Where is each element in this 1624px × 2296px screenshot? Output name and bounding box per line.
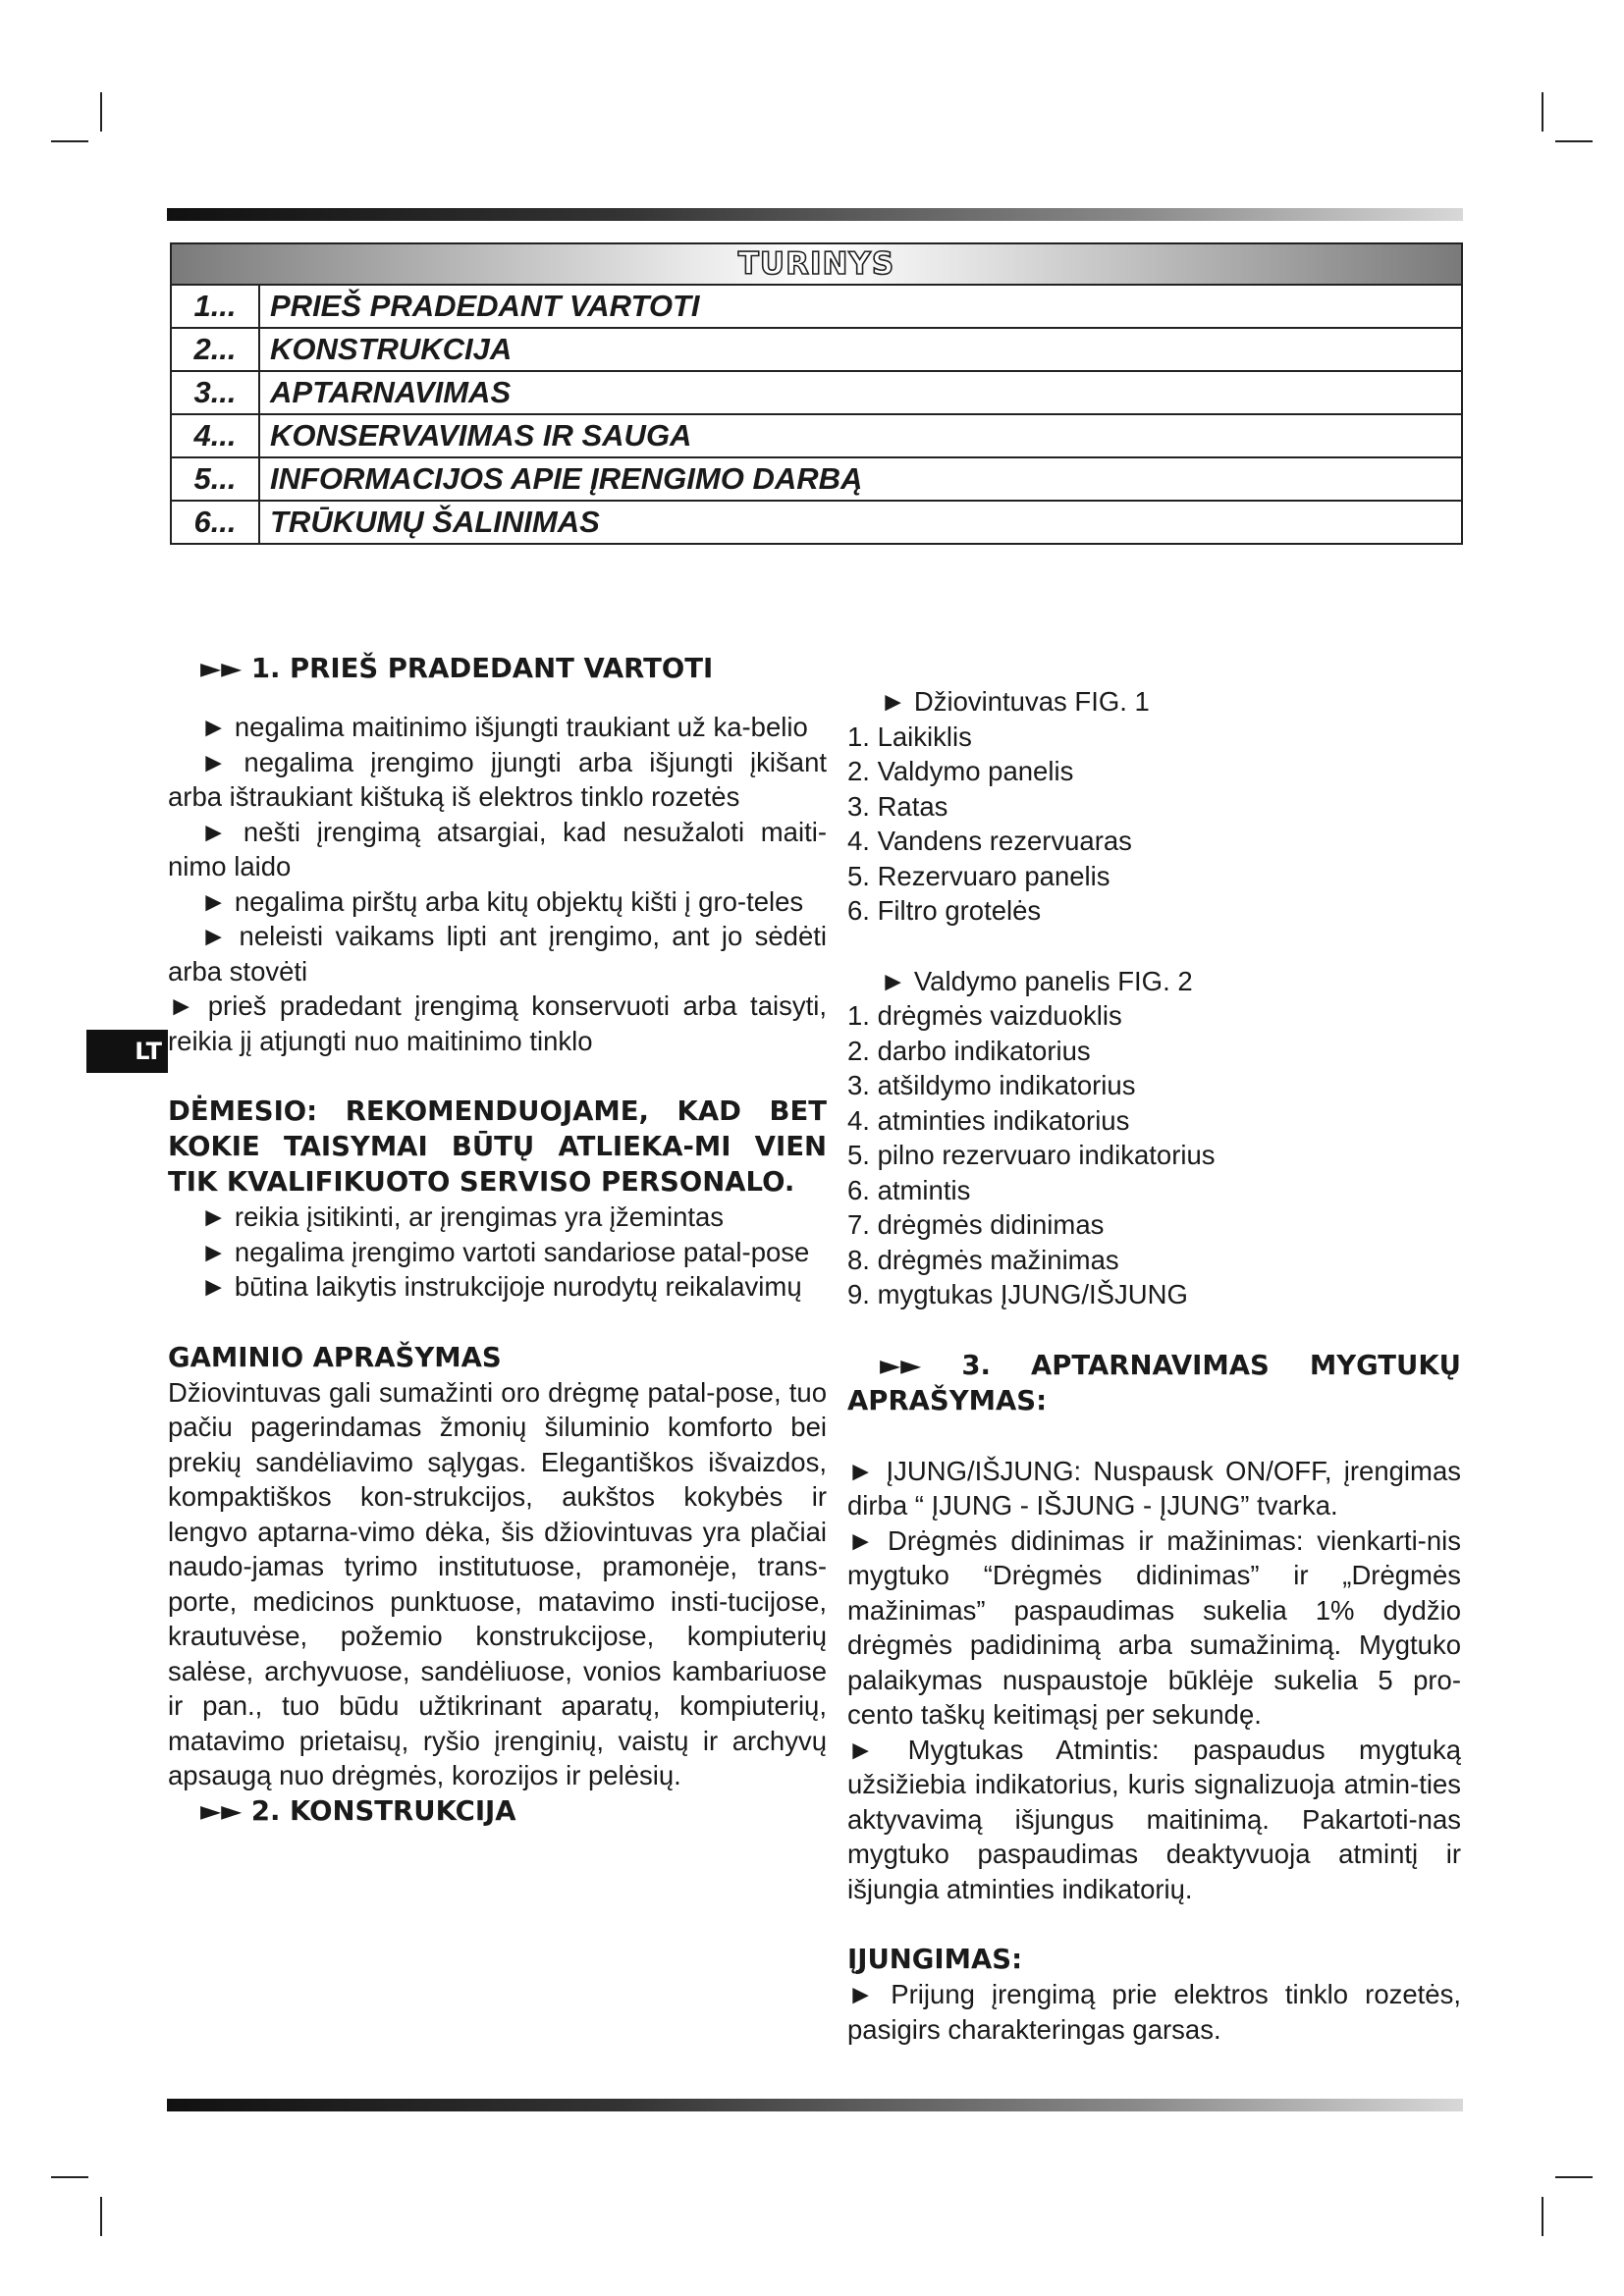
table-row: [171, 501, 1462, 544]
list-item: 3. Ratas: [847, 790, 948, 822]
list-item: 4. Vandens rezervuaras: [847, 826, 1132, 856]
list-item: 6. Filtro grotelės: [847, 895, 1042, 926]
toc-number: 5...: [193, 461, 237, 496]
list-item: ► negalima įrengimo įjungti arba išjungti įkišant arba ištraukiant kištuką iš elektros tinklo rozetės: [168, 746, 827, 812]
top-gradient-bar: [167, 208, 1463, 221]
list-item: 3. atšildymo indikatorius: [847, 1070, 1136, 1100]
language-tab: LT: [86, 1030, 168, 1073]
table-row: [171, 328, 1462, 371]
list-item: ► nešti įrengimą atsargiai, kad nesužaloti maiti-nimo laido: [168, 816, 827, 881]
toc-title: TRŪKUMŲ ŠALINIMAS: [270, 505, 600, 539]
list-item: 6. atmintis: [847, 1174, 971, 1205]
toc-title: KONSERVAVIMAS IR SAUGA: [270, 418, 692, 453]
toc-heading: TURINYS: [737, 246, 895, 282]
list-item: ► reikia įsitikinti, ar įrengimas yra įžemintas: [200, 1201, 725, 1232]
list-item: 2. Valdymo panelis: [847, 756, 1074, 786]
crop-mark: [1542, 2197, 1543, 2236]
table-row: [171, 285, 1462, 328]
table-row: [171, 457, 1462, 501]
paragraph: ► Drėgmės didinimas ir mažinimas: vienkarti-nis mygtuko “Drėgmės didinimas” ir „Drėgmės mažinimas” paspaudimas sukelia 1% dydžio drėgmės padidinimą arba sumažinimą. Mygtuko palaikymas nuspaustoje būklėje sukelia 5 pro-cento taškų keitimąsį per sekundę.: [847, 1524, 1461, 1730]
subsection-heading: ĮJUNGIMAS:: [847, 1944, 1023, 1975]
right-column: [847, 684, 1461, 2047]
list-item: 5. Rezervuaro panelis: [847, 860, 1110, 891]
toc-number: 3...: [193, 375, 237, 409]
crop-mark: [1542, 92, 1543, 132]
subsection-heading: GAMINIO APRAŠYMAS: [168, 1341, 502, 1373]
toc-title: PRIEŠ PRADEDANT VARTOTI: [270, 289, 700, 323]
paragraph: ► Mygtukas Atmintis: paspaudus mygtuką užsižiebia indikatorius, kuris signalizuoja atmin-ties aktyvavimą išjungus maitinimą. Pakartoti-nas mygtuko paspaudimas deaktyvuoja atmintį ir išjungia atminties indikatorių.: [847, 1734, 1461, 1904]
toc-title: KONSTRUKCIJA: [270, 332, 513, 366]
paragraph: ► ĮJUNG/IŠJUNG: Nuspausk ON/OFF, įrengimas dirba “ ĮJUNG - IŠJUNG - ĮJUNG” tvarka.: [847, 1455, 1461, 1521]
section-heading: ►► 2. KONSTRUKCIJA: [200, 1794, 516, 1827]
list-item: 9. mygtukas ĮJUNG/IŠJUNG: [847, 1279, 1188, 1309]
bottom-gradient-bar: [167, 2099, 1463, 2111]
toc-number: 1...: [193, 289, 237, 323]
figure-heading: ► Valdymo panelis FIG. 2: [880, 965, 1193, 996]
warning-text: DĖMESIO: REKOMENDUOJAME, KAD BET KOKIE TAISYMAI BŪTŲ ATLIEKA-MI VIEN TIK KVALIFIKUOTO SERVISO PERSONALO.: [168, 1095, 827, 1198]
section-heading: ►► 1. PRIEŠ PRADEDANT VARTOTI: [200, 653, 714, 684]
toc-title: INFORMACIJOS APIE ĮRENGIMO DARBĄ: [270, 461, 863, 496]
toc-title: APTARNAVIMAS: [270, 375, 512, 409]
table-row: [171, 414, 1462, 457]
list-item: ► būtina laikytis instrukcijoje nurodytų reikalavimų: [200, 1271, 802, 1302]
toc-heading-cell: [171, 243, 1462, 285]
list-item: 5. pilno rezervuaro indikatorius: [847, 1140, 1216, 1170]
list-item: 2. darbo indikatorius: [847, 1035, 1091, 1066]
list-item: 4. atminties indikatorius: [847, 1104, 1130, 1136]
toc-number: 6...: [193, 505, 237, 539]
list-item: ► neleisti vaikams lipti ant įrengimo, ant jo sėdėti arba stovėti: [168, 921, 827, 987]
crop-mark: [51, 2176, 88, 2178]
list-item: 1. Laikiklis: [847, 721, 972, 752]
crop-mark: [100, 92, 102, 132]
list-item: ► negalima įrengimo vartoti sandariose patal-pose: [200, 1236, 810, 1267]
product-description: Džiovintuvas gali sumažinti oro drėgmę patal-pose, tuo pačiu pagerindamas žmonių šiluminio komforto bei prekių sandėliavimo sąlygas. Elegantiškos išvaizdos, kompaktiškos kon-strukcijos, aukštos kokybės ir lengvo aptarna-vimo dėka, šis džiovintuvas yra plačiai naudo-jamas tyrimo institutuose, pramonėje, trans-porte, medicinos punktuose, matavimo insti-tucijose, krautuvėse, požemio konstrukcijose, kompiuterių salėse, archyvuose, sandėliuose, vonios kambariuose ir pan., tuo būdu užtikrinant aparatų, kompiuterių, matavimo prietaisų, ryšio įrenginių, vaistų ir archyvų apsaugą nuo drėgmės, korozijos ir pelėsių.: [168, 1376, 827, 1790]
list-item: ► prieš pradedant įrengimą konservuoti arba taisyti, reikia jį atjungti nuo maitinimo tinklo: [168, 990, 827, 1056]
list-item: ► negalima maitinimo išjungti traukiant už ka-belio: [200, 712, 808, 742]
crop-mark: [1555, 140, 1593, 142]
list-item: 1. drėgmės vaizduoklis: [847, 1000, 1122, 1031]
section-heading: ►► 3. APTARNAVIMAS MYGTUKŲ APRAŠYMAS:: [847, 1349, 1461, 1416]
toc-number: 4...: [193, 418, 237, 453]
table-row: [171, 371, 1462, 414]
list-item: 8. drėgmės mažinimas: [847, 1244, 1119, 1275]
left-column: [168, 651, 827, 1829]
list-item: 7. drėgmės didinimas: [847, 1209, 1105, 1240]
paragraph: ► Prijung įrengimą prie elektros tinklo rozetės, pasigirs charakteringas garsas.: [847, 1979, 1461, 2045]
crop-mark: [100, 2197, 102, 2236]
list-item: ► negalima pirštų arba kitų objektų kišti į gro-teles: [200, 885, 804, 917]
table-of-contents: [170, 242, 1463, 545]
toc-number: 2...: [193, 332, 237, 366]
crop-mark: [1555, 2176, 1593, 2178]
crop-mark: [51, 140, 88, 142]
figure-heading: ► Džiovintuvas FIG. 1: [880, 686, 1150, 717]
